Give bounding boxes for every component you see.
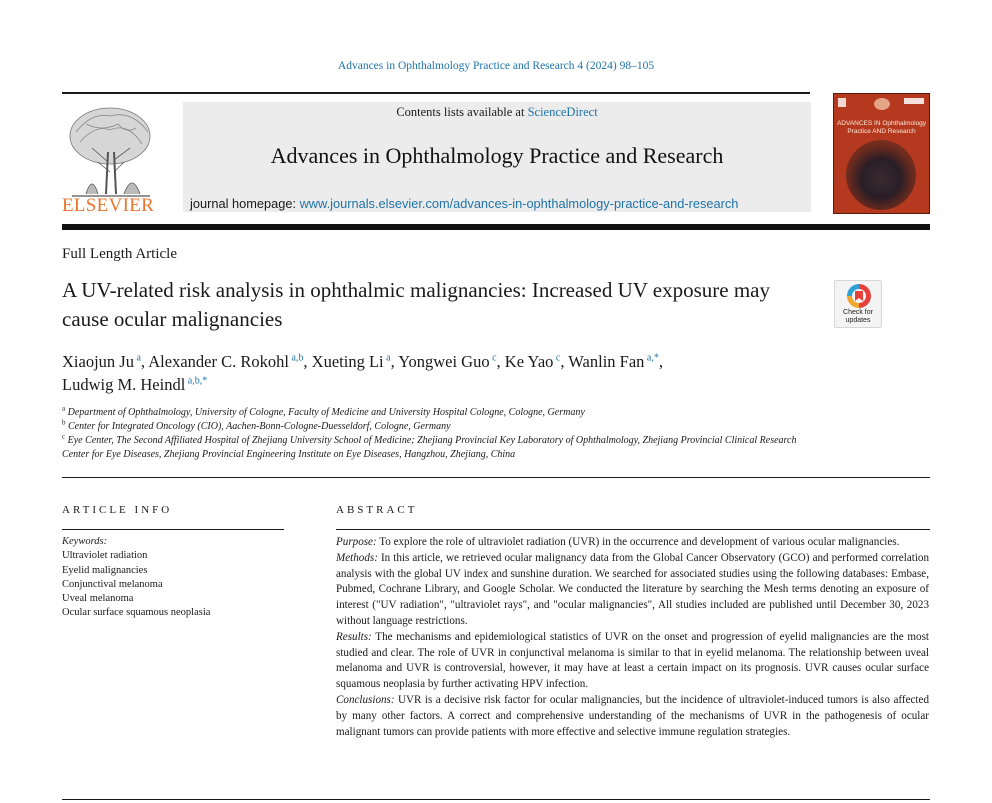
author-name[interactable]: Ludwig M. Heindl [62, 375, 186, 394]
contents-available-line [183, 105, 811, 120]
author-affiliation-marker[interactable]: c [489, 352, 497, 364]
affiliation-item [62, 434, 822, 462]
author-separator: , [140, 352, 149, 371]
keyword-item: Conjunctival melanoma [62, 578, 163, 590]
affiliation-label: c [62, 432, 66, 441]
abstract-section-label: Conclusions: [336, 693, 395, 706]
keywords-block [62, 535, 284, 621]
keyword-list [62, 549, 284, 620]
author-list [62, 350, 822, 396]
contents-prefix: Contents lists available at [396, 105, 528, 119]
homepage-prefix: journal homepage: [190, 196, 300, 211]
author-name[interactable]: Xueting Li [311, 352, 384, 371]
abstract-heading: ABSTRACT [336, 504, 418, 516]
author-affiliation-marker[interactable]: c [553, 352, 561, 364]
affiliation-item [62, 420, 822, 434]
abstract-rule [336, 529, 930, 530]
article-type: Full Length Article [62, 246, 177, 262]
cover-society-logo-icon [874, 98, 890, 110]
abstract-section-text: The mechanisms and epidemiological statistics of UVR on the onset and progression of eyelid malignancies are the most studied and clear. The role of UVR in conjunctival melanoma is similar to that in eyelid melanoma. The relationship between uveal melanoma and UVR is controversial, however, it may have at least a certain impact on its prognosis. UVR causes ocular surface squamous neoplasia by further activating HPV infection. [336, 630, 929, 691]
journal-cover-image[interactable] [833, 93, 930, 214]
corresponding-author-marker[interactable]: * [202, 375, 208, 387]
affiliation-item [62, 406, 822, 420]
footer-rule [62, 799, 930, 800]
abstract-section-text: To explore the role of ultraviolet radiation (UVR) in the occurrence and development of various ocular malignancies. [376, 536, 900, 548]
journal-masthead [183, 102, 811, 212]
author-name[interactable]: Alexander C. Rokohl [148, 352, 289, 371]
keywords-label: Keywords: [62, 536, 108, 547]
abstract-section [336, 693, 929, 740]
cover-badge [904, 98, 924, 104]
abstract-body [336, 535, 929, 740]
abstract-section [336, 630, 929, 693]
corresponding-author-marker[interactable]: * [653, 352, 659, 364]
affiliation-text: Department of Ophthalmology, University of Cologne, Faculty of Medicine and University Hospital Cologne, Cologne, Germany [65, 407, 585, 418]
author-affiliation-marker[interactable]: a, [644, 352, 654, 364]
abstract-section-text: In this article, we retrieved ocular malignancy data from the Global Cancer Observatory (GCO) and performed correlation analysis with the global UV index and sunshine duration. We searched for associated studies using the following databases: Embase, Pubmed, Cochrane Library, and Google Scholar. We conducted the literature by searching the Mesh terms denoting an exposure of interest ("UV radiation", "ultraviolet rays", and "ocular malignancies", All studies included are published until December 30, 2023 without language restrictions. [336, 551, 929, 627]
keyword-item: Uveal melanoma [62, 593, 134, 605]
affiliation-label: a [62, 404, 66, 413]
author-affiliation-marker[interactable]: a,b [288, 352, 304, 364]
masthead-thick-rule [62, 224, 930, 230]
author-separator: , [658, 352, 663, 371]
author-separator: , [390, 352, 399, 371]
cover-eye-image [846, 140, 916, 210]
author-name[interactable]: Yongwei Guo [398, 352, 490, 371]
elsevier-wordmark: ELSEVIER [62, 195, 155, 216]
keyword-item: Ultraviolet radiation [62, 550, 148, 562]
author-affiliation-marker[interactable]: a [133, 352, 141, 364]
author-affiliation-marker[interactable]: a [383, 352, 391, 364]
journal-title: Advances in Ophthalmology Practice and Research [270, 143, 724, 168]
author-name[interactable]: Ke Yao [504, 352, 554, 371]
article-title: A UV-related risk analysis in ophthalmic malignancies: Increased UV exposure may cause ocular malignancies [62, 278, 770, 331]
author-name[interactable]: Xiaojun Ju [62, 352, 134, 371]
keyword-item: Ocular surface squamous neoplasia [62, 607, 211, 619]
author-name[interactable]: Wanlin Fan [568, 352, 645, 371]
author-separator: , [496, 352, 505, 371]
abstract-section-text: UVR is a decisive risk factor for ocular malignancies, but the incidence of ultraviolet-induced tumors is also affected by many other factors. A correct and comprehensive understanding of the mechanisms of UVR in the pathogenesis of ocular malignant tumors can provide patients with more effective and selective immune regulation strategies. [336, 693, 929, 738]
author-separator: , [303, 352, 312, 371]
abstract-section [336, 535, 929, 551]
affiliation-label: b [62, 418, 66, 427]
keyword-item: Eyelid malignancies [62, 564, 148, 576]
abstract-section-label: Purpose: [336, 536, 377, 548]
journal-homepage-link[interactable]: www.journals.elsevier.com/advances-in-ophthalmology-practice-and-research [299, 196, 739, 211]
affiliation-text: Center for Integrated Oncology (CIO), Aachen-Bonn-Cologne-Duesseldorf, Cologne, Germany [65, 421, 451, 432]
abstract-section-label: Results: [336, 630, 372, 643]
sciencedirect-link[interactable]: ScienceDirect [527, 105, 598, 119]
affiliation-list [62, 406, 822, 462]
article-info-heading: ARTICLE INFO [62, 504, 173, 516]
check-for-updates-button[interactable] [834, 280, 882, 328]
header-rule [62, 92, 810, 94]
abstract-section-label: Methods: [336, 551, 378, 564]
author-affiliation-marker[interactable]: a,b, [185, 375, 203, 387]
cover-title: ADVANCES IN Ophthalmology Practice AND Research [836, 120, 927, 135]
journal-homepage-line [190, 196, 738, 211]
cover-publisher-mark [838, 98, 846, 107]
article-info-rule [62, 529, 284, 530]
affiliation-text: Eye Center, The Second Affiliated Hospital of Zhejiang University School of Medicine; Zhejiang Provincial Key Laboratory of Ophthalmology, Zhejiang Provincial Clinical Research Center for Eye Diseases, Zhejiang Provincial Engineering Institute on Eye Diseases, Hangzhou, Zhejiang, China [62, 435, 797, 460]
abstract-section [336, 551, 929, 630]
section-rule [62, 477, 930, 478]
crossmark-label: Check for updates [843, 309, 873, 324]
journal-citation-link[interactable]: Advances in Ophthalmology Practice and Research 4 (2024) 98–105 [337, 60, 655, 72]
author-separator: , [560, 352, 569, 371]
